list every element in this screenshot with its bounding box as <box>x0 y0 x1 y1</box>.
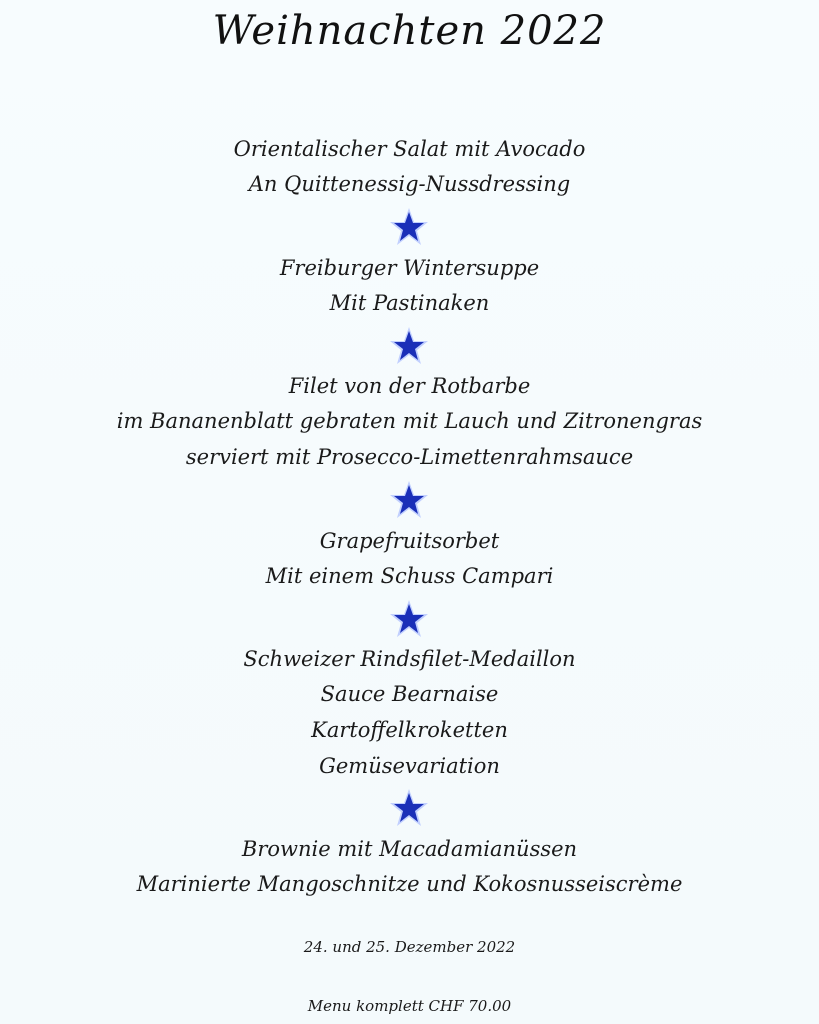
course-5-line-3: Kartoffelkroketten <box>311 718 508 742</box>
course-4-line-1: Grapefruitsorbet <box>319 529 500 553</box>
course-1-line-2: An Quittenessig-Nussdressing <box>248 172 571 196</box>
course-5-line-4: Gemüsevariation <box>319 754 500 778</box>
course-5-line-2: Sauce Bearnaise <box>320 682 499 706</box>
star-icon <box>388 325 430 367</box>
star-icon <box>388 206 430 248</box>
course-3-line-2: im Bananenblatt gebraten mit Lauch und Zitronengras <box>116 409 703 433</box>
star-icon <box>388 787 430 829</box>
star-icon <box>388 479 430 521</box>
course-6-line-1: Brownie mit Macadamianüssen <box>241 837 578 861</box>
course-5-line-1: Schweizer Rindsfilet-Medaillon <box>243 647 576 671</box>
course-1-line-1: Orientalischer Salat mit Avocado <box>233 137 586 161</box>
menu-price: Menu komplett CHF 70.00 <box>307 997 512 1015</box>
menu-title: Weihnachten 2022 <box>212 8 607 54</box>
course-6-line-2: Marinierte Mangoschnitze und Kokosnusseiscrème <box>136 872 683 896</box>
event-date: 24. und 25. Dezember 2022 <box>303 938 516 956</box>
course-3-line-3: serviert mit Prosecco-Limettenrahmsauce <box>185 445 634 469</box>
course-4-line-2: Mit einem Schuss Campari <box>265 564 554 588</box>
course-2-line-1: Freiburger Wintersuppe <box>279 256 540 280</box>
course-3-line-1: Filet von der Rotbarbe <box>288 374 531 398</box>
star-icon <box>388 598 430 640</box>
course-2-line-2: Mit Pastinaken <box>329 291 490 315</box>
